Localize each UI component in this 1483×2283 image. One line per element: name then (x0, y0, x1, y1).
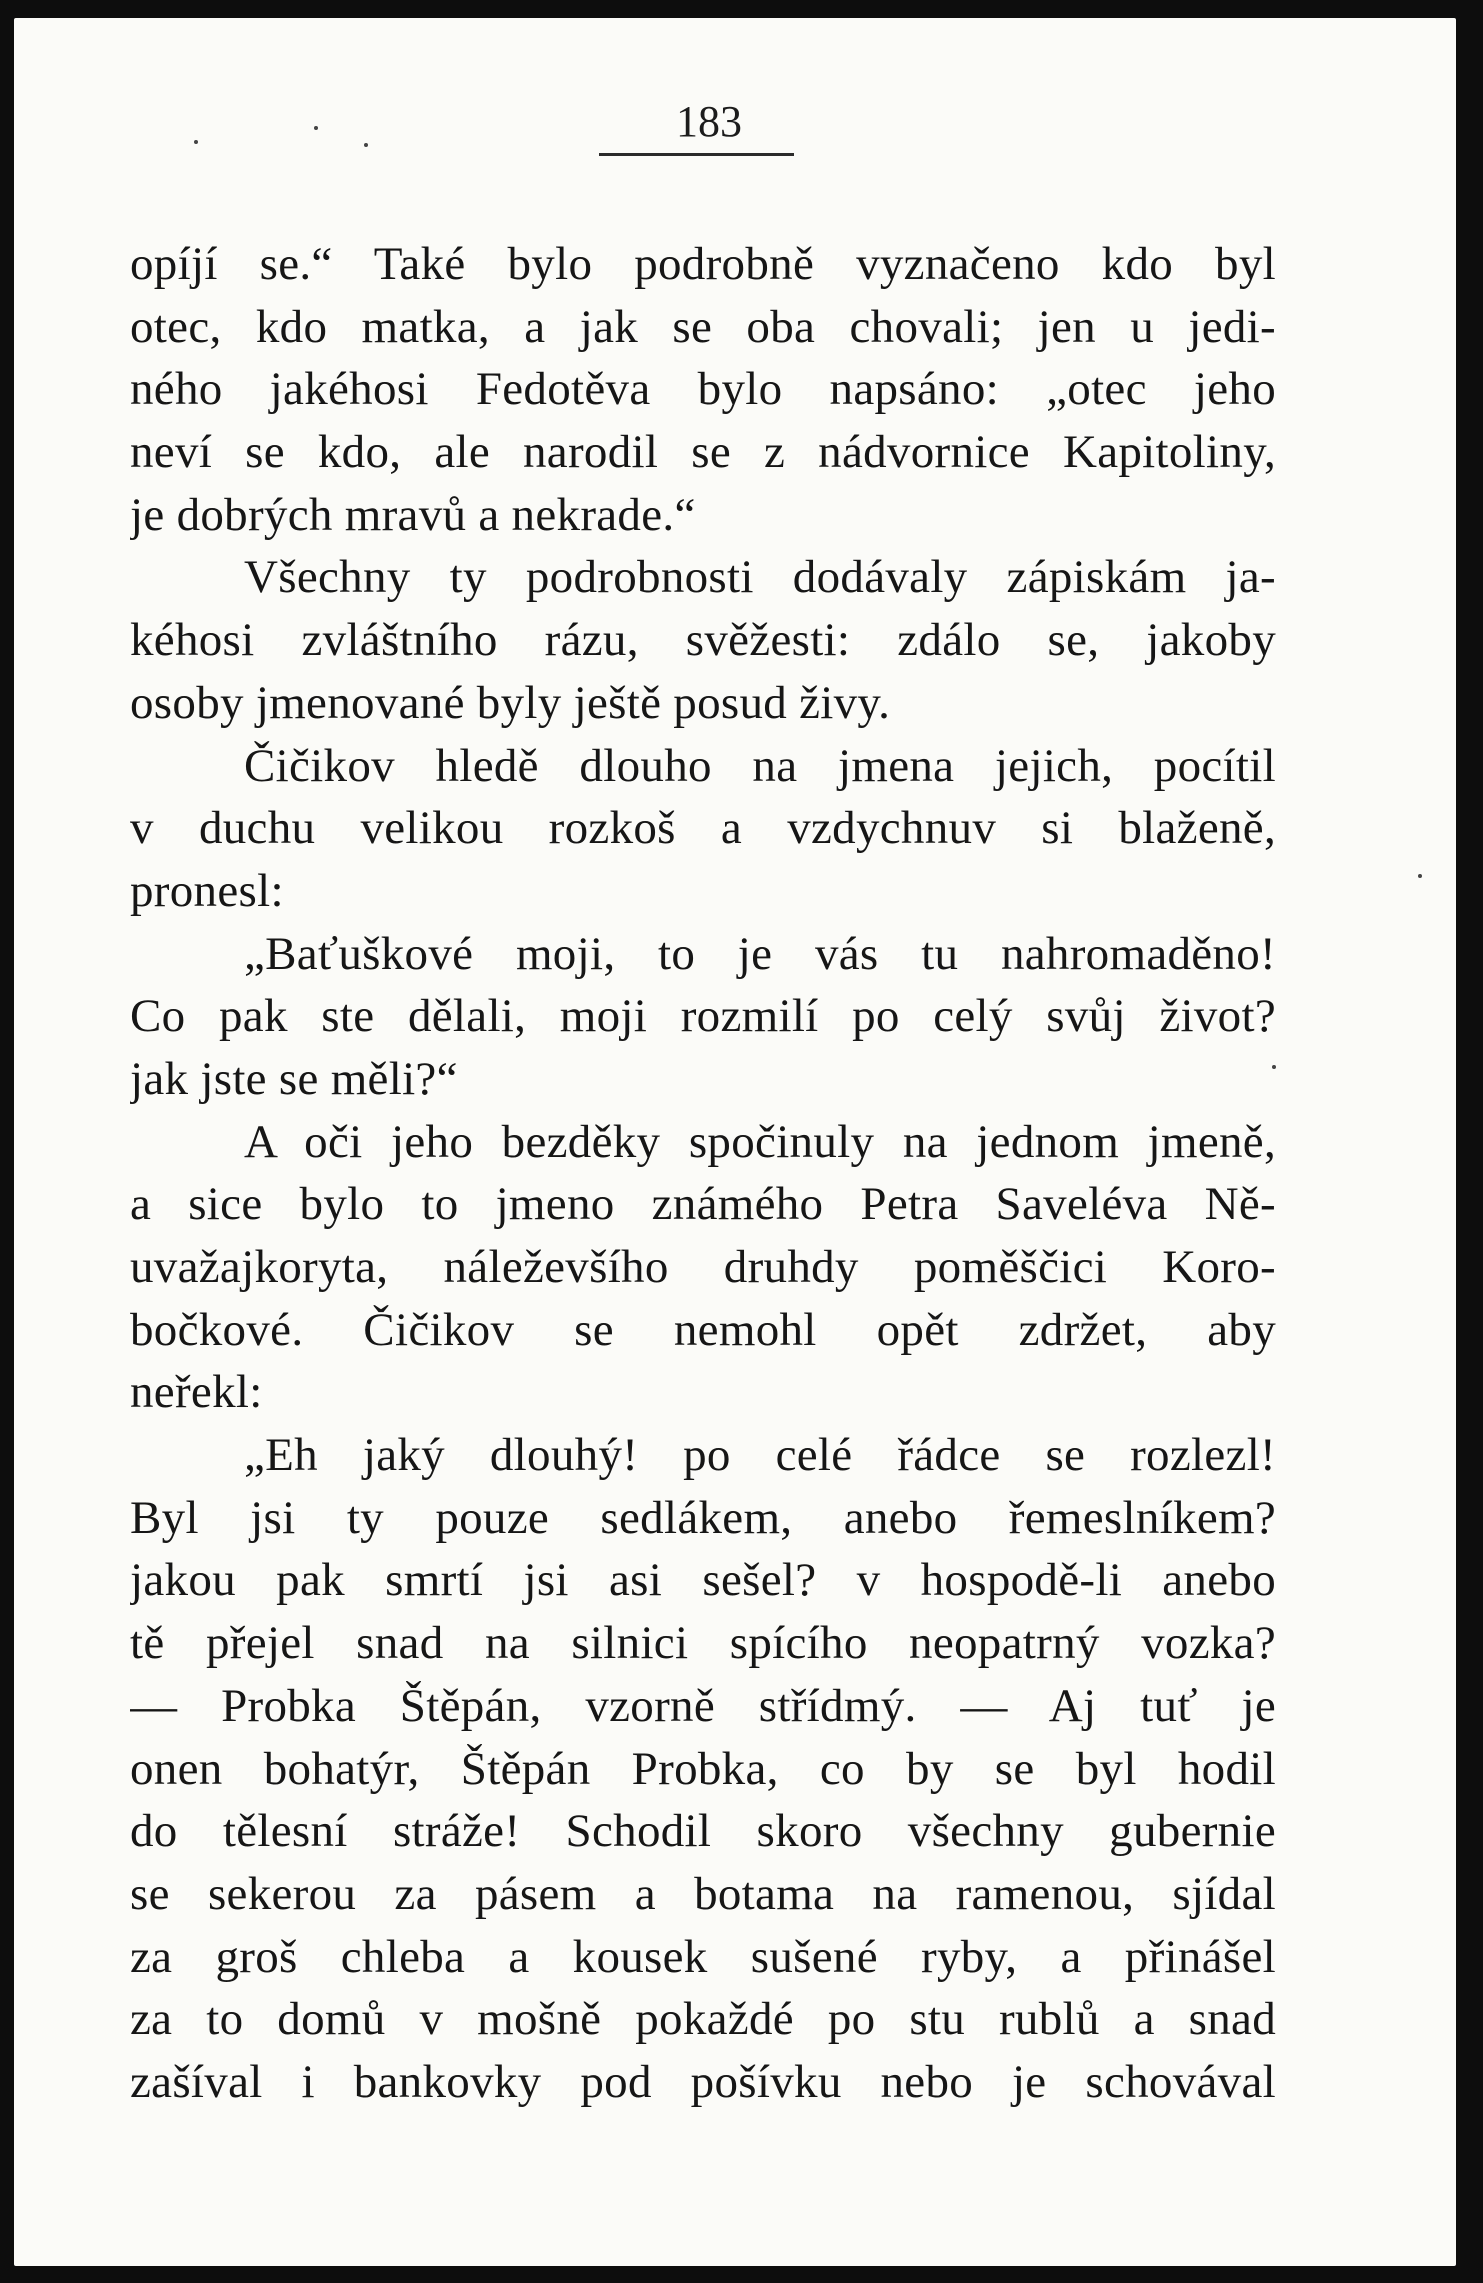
text-line: pronesl: (130, 864, 284, 917)
text-line: za groš chleba a kousek sušené ryby, a přinášel (130, 1930, 1276, 1983)
book-page (14, 18, 1456, 2266)
text-line: v duchu velikou rozkoš a vzdychnuv si blaženě, (130, 802, 1276, 855)
text-line: Čičikov hledě dlouho na jmena jejich, pocítil (244, 739, 1276, 792)
text-line: „Eh jaký dlouhý! po celé řádce se rozlezl! (244, 1429, 1276, 1482)
text-line: „Baťuškové moji, to je vás tu nahromaděno! (244, 927, 1276, 980)
text-line: ného jakéhosi Fedotěva bylo napsáno: „otec jeho (130, 363, 1276, 416)
text-line: — Probka Štěpán, vzorně střídmý. — Aj tuť je (130, 1679, 1276, 1732)
text-line: za to domů v mošně pokaždé po stu rublů a snad (130, 1993, 1276, 2046)
text-line: je dobrých mravů a nekrade.“ (130, 488, 696, 541)
print-speck (364, 143, 368, 147)
text-line: bočkové. Čičikov se nemohl opět zdržet, aby (130, 1303, 1276, 1356)
print-speck (1272, 1065, 1276, 1069)
text-line: Co pak ste dělali, moji rozmilí po celý svůj život? (130, 990, 1276, 1043)
text-line: neřekl: (130, 1366, 263, 1419)
text-line: se sekerou za pásem a botama na ramenou, sjídal (130, 1867, 1276, 1920)
text-line: Byl jsi ty pouze sedlákem, anebo řemeslníkem? (130, 1491, 1276, 1544)
header-rule (599, 153, 794, 156)
text-line: tě přejel snad na silnici spícího neopatrný vozka? (130, 1617, 1276, 1670)
text-line: do tělesní stráže! Schodil skoro všechny gubernie (130, 1805, 1276, 1858)
text-line: otec, kdo matka, a jak se oba chovali; jen u jedi- (130, 300, 1276, 353)
text-line: neví se kdo, ale narodil se z nádvornice Kapitoliny, (130, 426, 1276, 479)
text-line: jak jste se měli?“ (130, 1052, 458, 1105)
print-speck (314, 126, 318, 130)
text-line: jakou pak smrtí jsi asi sešel? v hospodě-li anebo (130, 1554, 1276, 1607)
text-line: A oči jeho bezděky spočinuly na jednom jmeně, (244, 1115, 1276, 1168)
text-line: uvažajkoryta, náleževšího druhdy poměščici Koro- (130, 1241, 1276, 1293)
text-line: opíjí se.“ Také bylo podrobně vyznačeno kdo byl (130, 238, 1276, 290)
text-line: kéhosi zvláštního rázu, svěžesti: zdálo se, jakoby (130, 614, 1276, 667)
text-line: osoby jmenované byly ještě posud živy. (130, 676, 891, 729)
body-text (130, 233, 1276, 2114)
print-speck (1418, 874, 1422, 878)
text-line: zašíval i bankovky pod pošívku nebo je schovával (130, 2055, 1276, 2108)
text-line: Všechny ty podrobnosti dodávaly zápiskám ja- (244, 551, 1276, 604)
text-line: a sice bylo to jmeno známého Petra Saveléva Ně- (130, 1178, 1276, 1231)
print-speck (194, 140, 198, 144)
page-number: 183 (676, 97, 742, 146)
text-line: onen bohatýr, Štěpán Probka, co by se byl hodil (130, 1742, 1276, 1795)
